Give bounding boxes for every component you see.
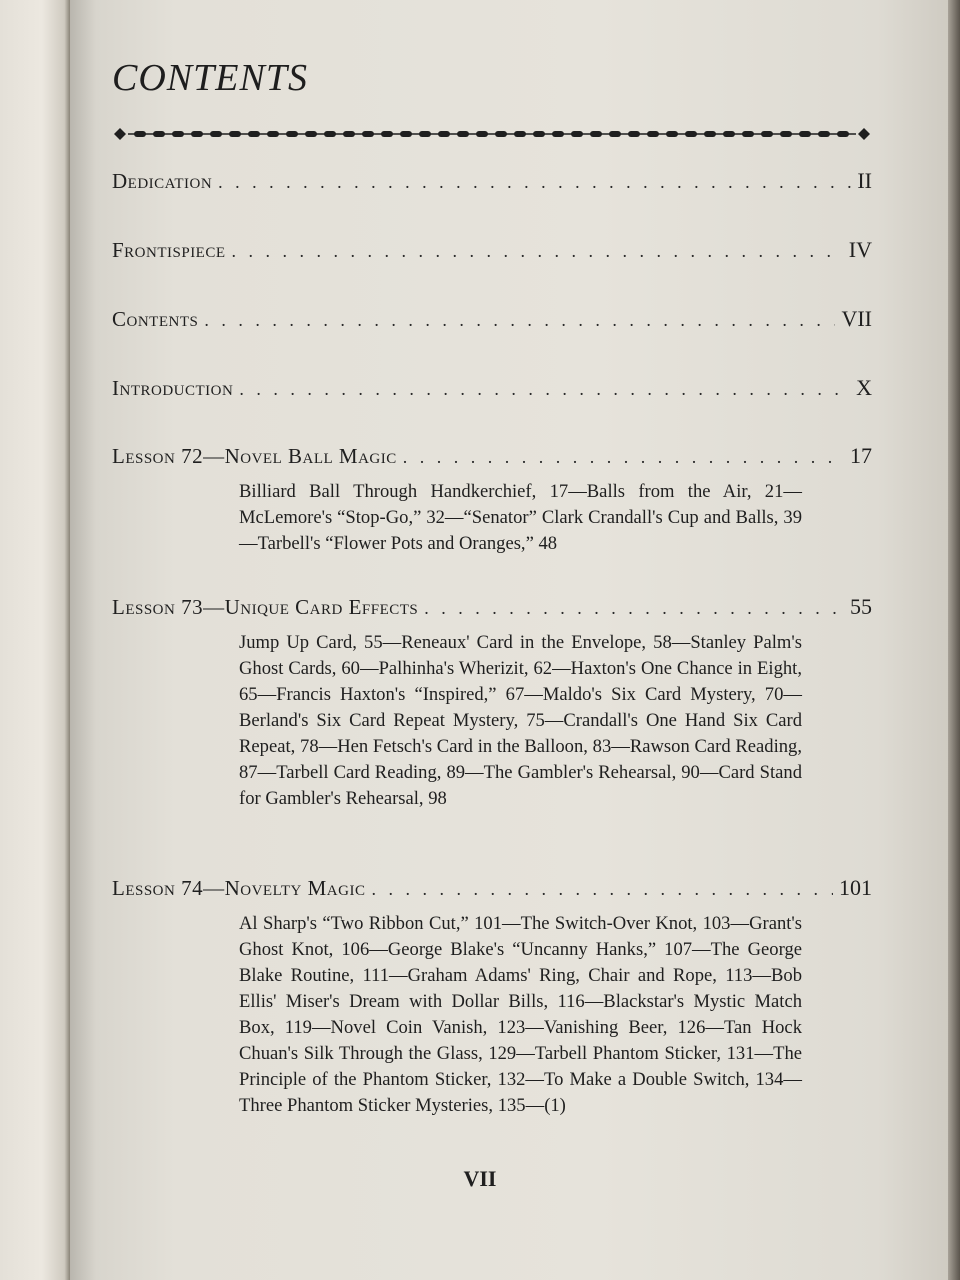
dot-leader — [218, 172, 851, 193]
lesson-74-description: Al Sharp's “Two Ribbon Cut,” 101—The Switch-Over Knot, 103—Grant's Ghost Knot, 106—George Blake's “Uncanny Hanks,” 107—The George Blake Routine, 111—Graham Adams' Ring, Chair and Rope, 113—Bob Ellis' Miser's Dream with Dollar Bills, 116—Blackstar's Mystic Match Box, 119—Novel Coin Vanish, 123—Vanishing Beer, 126—Tan Hock Chuan's Silk Through the Glass, 129—Tarbell Phantom Sticker, 131—The Principle of the Phantom Sticker, 132—To Make a Double Switch, 134—Three Phantom Sticker Mysteries, 135—(1) — [239, 913, 802, 1116]
page-shadow-edge — [948, 0, 960, 1280]
ornamental-rule — [112, 124, 872, 144]
toc-entry-label: Lesson 74—Novelty Magic — [112, 876, 366, 900]
toc-entry-lesson-72[interactable] — [112, 443, 872, 475]
toc-entry-label: Lesson 73—Unique Card Effects — [112, 595, 419, 619]
toc-entry-contents[interactable] — [112, 306, 872, 338]
toc-entry-lesson-73[interactable] — [112, 594, 872, 626]
facing-page-edge — [0, 0, 70, 1280]
toc-page-number: VII — [841, 306, 872, 331]
toc-entry-frontispiece[interactable] — [112, 237, 872, 269]
toc-entry-lesson-74[interactable] — [112, 875, 872, 907]
toc-entry-label: Lesson 72—Novel Ball Magic — [112, 444, 397, 468]
toc-entry-introduction[interactable] — [112, 375, 872, 407]
dot-leader — [424, 598, 844, 619]
toc-page-number: 55 — [850, 594, 872, 619]
dot-leader — [239, 379, 850, 400]
toc-page-number: IV — [848, 237, 872, 262]
toc-entry-label: Frontispiece — [112, 238, 226, 262]
toc-entry-label: Introduction — [112, 376, 234, 400]
page-title: CONTENTS — [112, 57, 308, 99]
toc-entry-label: Dedication — [112, 169, 213, 193]
toc-page-number: X — [856, 375, 872, 400]
toc-page-number: II — [857, 168, 872, 193]
dot-leader — [403, 447, 844, 468]
toc-entry-dedication[interactable] — [112, 168, 872, 200]
lesson-72-description: Billiard Ball Through Handkerchief, 17—Balls from the Air, 21—McLemore's “Stop-Go,” 32—“Senator” Clark Crandall's Cup and Balls, 39—Tarbell's “Flower Pots and Oranges,” 48 — [239, 481, 802, 554]
dot-leader — [204, 310, 835, 331]
lesson-73-description: Jump Up Card, 55—Reneaux' Card in the Envelope, 58—Stanley Palm's Ghost Cards, 60—Palhinha's Wherizit, 62—Haxton's One Chance in Eight, 65—Francis Haxton's “Inspired,” 67—Maldo's Six Card Mystery, 70—Berland's Six Card Repeat Mystery, 75—Crandall's One Hand Six Card Repeat, 78—Hen Fetsch's Card in the Balloon, 83—Rawson Card Reading, 87—Tarbell Card Reading, 89—The Gambler's Rehearsal, 90—Card Stand for Gambler's Rehearsal, 98 — [239, 632, 802, 809]
page-folio: VII — [463, 1166, 497, 1191]
toc-entry-label: Contents — [112, 307, 199, 331]
toc-page-number: 101 — [839, 875, 872, 900]
dot-leader — [232, 241, 843, 262]
toc-page-number: 17 — [850, 443, 872, 468]
dot-leader — [371, 879, 833, 900]
